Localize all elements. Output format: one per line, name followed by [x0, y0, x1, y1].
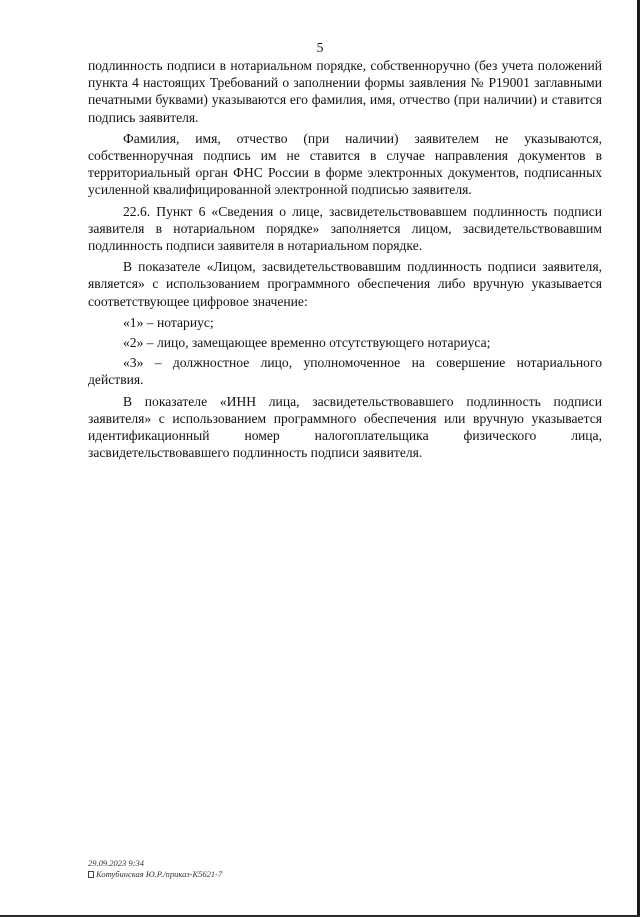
paragraph-5: В показателе «ИНН лица, засвидетельствовавшего подлинность подписи заявителя» с использованием программного обеспечения или вручную указывается идентификационный номер налогоплательщика физического лица, засвидетельствовавшего подлинность подписи заявителя.	[88, 393, 602, 461]
paragraph-2: Фамилия, имя, отчество (при наличии) заявителем не указываются, собственноручная подпись им не ставится в случае направления документов в территориальный орган ФНС России в форме электронных документов, подписанных усиленной квалифицированной электронной подписью заявителя.	[88, 130, 602, 198]
paragraph-4: В показателе «Лицом, засвидетельствовавшим подлинность подписи заявителя, является» с использованием программного обеспечения либо вручную указывается соответствующее цифровое значение:	[88, 259, 602, 309]
list-item-1: «1» – нотариус;	[123, 314, 214, 330]
paragraph-1: подлинность подписи в нотариальном порядке, собственноручно (без учета положений пункта 4 настоящих Требований о заполнении формы заявления № Р19001 заглавными печатными буквами) указываются его фамилия, имя, отчество (при наличии) и ставится подпись заявителя.	[88, 58, 602, 125]
footer-stamp	[88, 858, 222, 880]
footer-timestamp: 29.09.2023 9:34	[88, 858, 144, 868]
page-number: 5	[316, 40, 324, 55]
list-item-2: «2» – лицо, замещающее временно отсутствующего нотариуса;	[123, 335, 491, 351]
document-icon	[88, 871, 94, 878]
document-body	[88, 57, 602, 465]
list-item-3: «3» – должностное лицо, уполномоченное на совершение нотариального действия.	[88, 355, 602, 388]
footer-doc-ref-line	[88, 869, 222, 880]
paragraph-3: 22.6. Пункт 6 «Сведения о лице, засвидетельствовавшем подлинность подписи заявителя в нотариальном порядке» заполняется лицом, засвидетельствовавшим подлинность подписи заявителя в нотариальном порядке.	[88, 203, 602, 254]
footer-doc-ref: Котубинская Ю.Р./приказ-К5621-7	[96, 869, 223, 879]
